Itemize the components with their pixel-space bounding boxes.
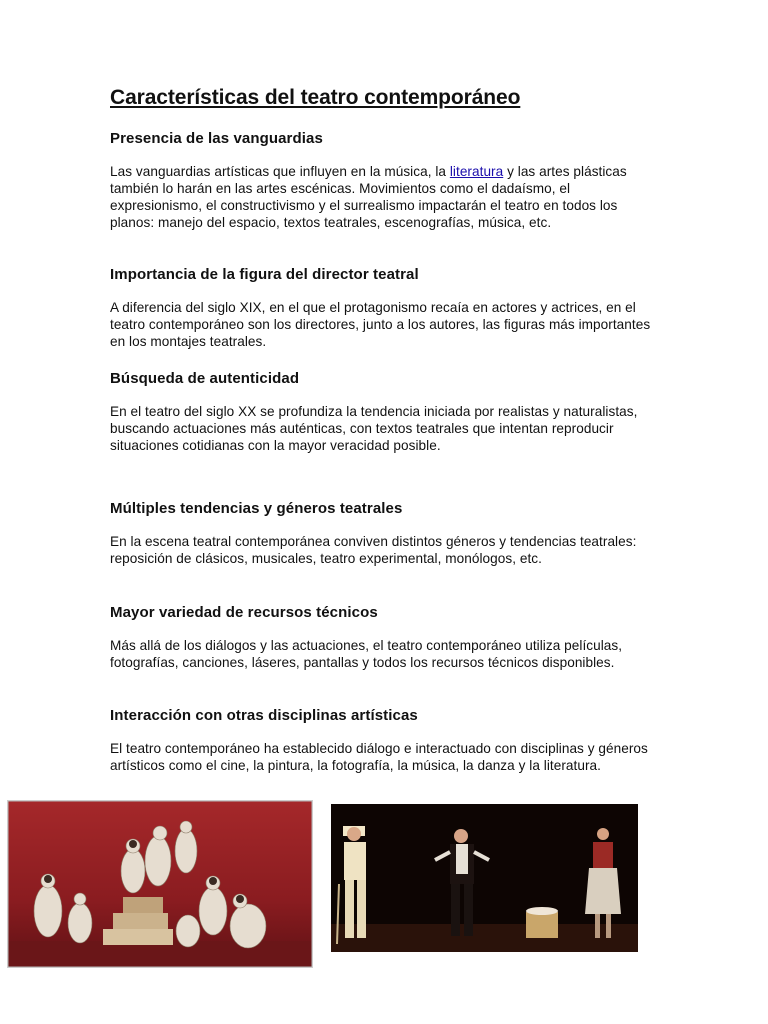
- section-paragraph: En la escena teatral contemporánea conviven distintos géneros y tendencias teatrales: reposición de clásicos, musicales, teatro experimental, monólogos, etc.: [110, 534, 637, 566]
- section-tendencias: [110, 499, 658, 567]
- section-heading: Interacción con otras disciplinas artísticas: [110, 707, 418, 724]
- section-heading: Mayor variedad de recursos técnicos: [110, 604, 378, 621]
- paragraph-text: Las vanguardias artísticas que influyen en la música, la: [110, 164, 450, 179]
- section-heading: Búsqueda de autenticidad: [110, 370, 300, 387]
- literatura-link[interactable]: literatura: [449, 164, 504, 179]
- page-title: Características del teatro contemporáneo: [110, 86, 521, 109]
- section-heading: Importancia de la figura del director teatral: [110, 266, 419, 283]
- section-director: [110, 265, 658, 350]
- section-paragraph: El teatro contemporáneo ha establecido diálogo e interactuado con disciplinas y géneros artísticos como el cine, la pintura, la fotografía, la música, la danza y la literatura.: [110, 741, 648, 773]
- section-disciplinas: [110, 706, 658, 774]
- theatre-performers-photo: [331, 804, 638, 952]
- section-heading: Múltiples tendencias y géneros teatrales: [110, 500, 403, 517]
- section-paragraph: Más allá de los diálogos y las actuaciones, el teatro contemporáneo utiliza películas, fotografías, canciones, láseres, pantallas y todos los recursos técnicos disponibles.: [110, 638, 623, 670]
- section-paragraph: En el teatro del siglo XX se profundiza la tendencia iniciada por realistas y naturalistas, buscando actuaciones más auténticas, con textos teatrales que intentan reproducir situaciones cotidianas con la mayor veracidad posible.: [110, 404, 638, 453]
- section-paragraph: [110, 163, 658, 231]
- section-heading: Presencia de las vanguardias: [110, 130, 323, 147]
- section-paragraph: A diferencia del siglo XIX, en el que el protagonismo recaía en actores y actrices, en el teatro contemporáneo son los directores, junto a los autores, las figuras más importantes en los montajes teatrales.: [110, 300, 651, 349]
- theatre-group-photo: [7, 800, 313, 968]
- paragraph-text: y las artes plásticas también lo harán en las artes escénicas. Movimientos como el dadaísmo, el expresionismo, el constructivismo y el surrealismo impactarán el teatro en todos los planos: manejo del espacio, textos teatrales, escenografías, música, etc.: [110, 164, 627, 230]
- section-recursos: [110, 603, 658, 671]
- section-autenticidad: [110, 369, 658, 454]
- section-vanguardias: [110, 129, 658, 231]
